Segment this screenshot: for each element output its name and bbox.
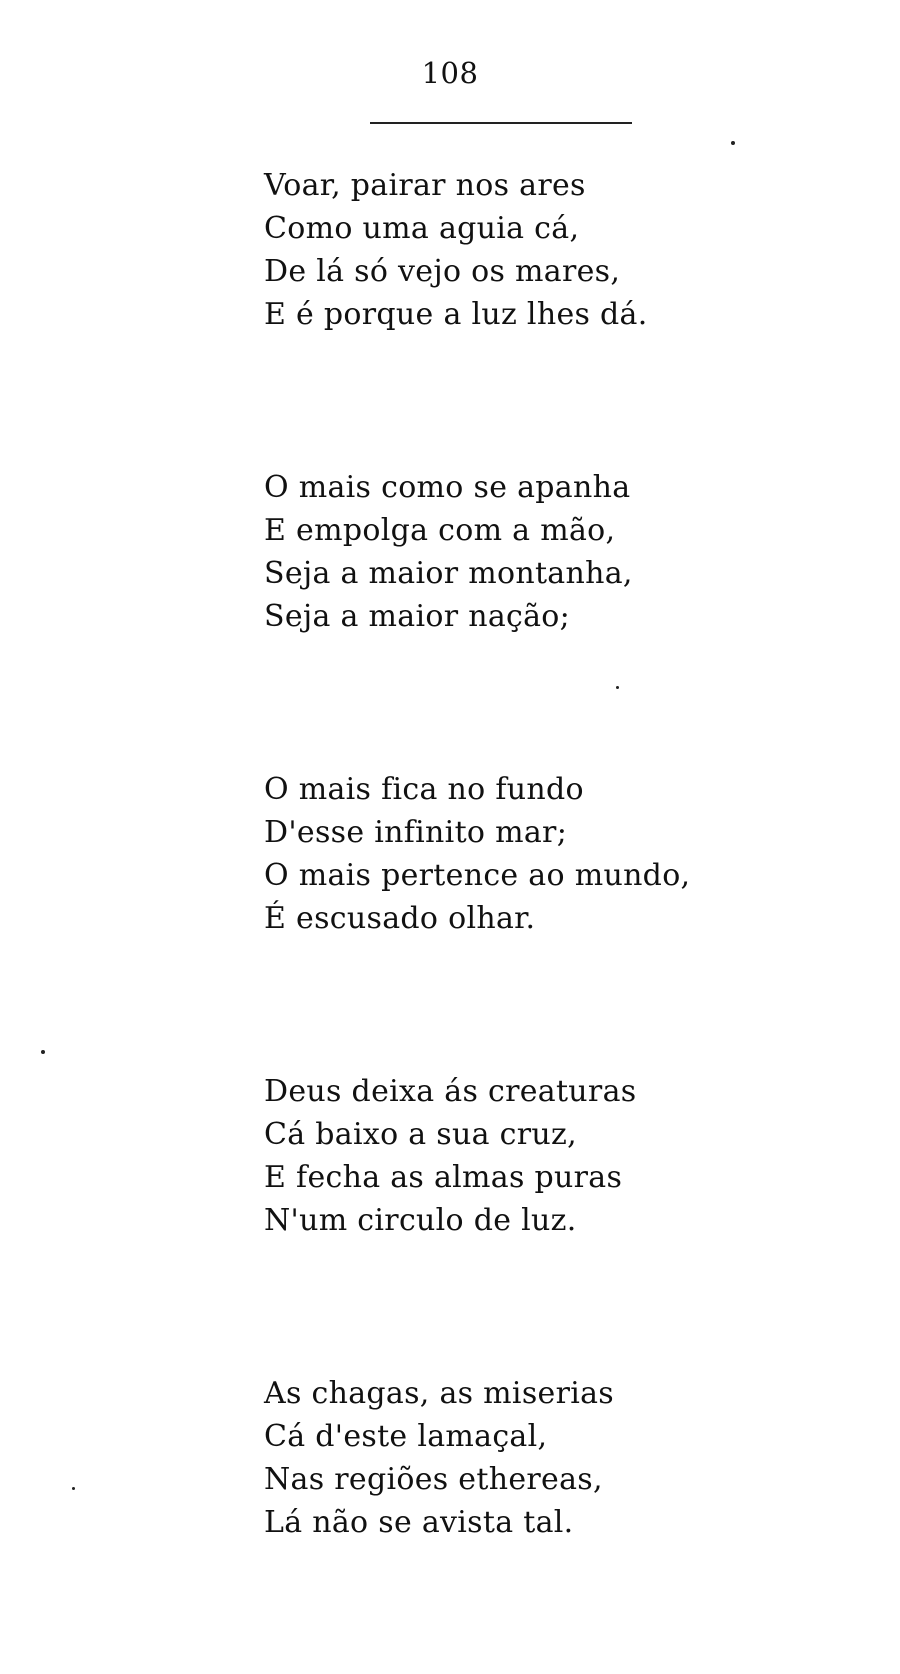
verse-line: N'um circulo de luz. xyxy=(264,1203,577,1238)
poem xyxy=(264,164,864,1674)
verse-line: De lá só vejo os mares, xyxy=(264,254,621,289)
header-rule xyxy=(370,122,632,124)
verse-line: Deus deixa ás creaturas xyxy=(264,1074,637,1109)
verse-line: Cá d'este lamaçal, xyxy=(264,1419,548,1454)
scan-speck xyxy=(72,1487,75,1490)
page-number: 108 xyxy=(421,56,479,90)
verse-line: E empolga com a mão, xyxy=(264,513,616,548)
stanza-4 xyxy=(264,1070,864,1242)
verse-line: E fecha as almas puras xyxy=(264,1160,623,1195)
stanza-2 xyxy=(264,466,864,638)
verse-line: D'esse infinito mar; xyxy=(264,815,568,850)
verse-line: Cá baixo a sua cruz, xyxy=(264,1117,577,1152)
stanza-1 xyxy=(264,164,864,336)
scan-speck xyxy=(41,1050,45,1054)
stanza-3 xyxy=(264,768,864,940)
verse-line: Lá não se avista tal. xyxy=(264,1505,574,1540)
verse-line: O mais como se apanha xyxy=(264,470,631,505)
verse-line: Nas regiões ethereas, xyxy=(264,1462,603,1497)
verse-line: Voar, pairar nos ares xyxy=(264,168,586,203)
verse-line: Seja a maior nação; xyxy=(264,599,571,634)
stanza-5 xyxy=(264,1372,864,1544)
verse-line: Como uma aguia cá, xyxy=(264,211,580,246)
scan-speck xyxy=(616,686,619,689)
verse-line: O mais pertence ao mundo, xyxy=(264,858,691,893)
verse-line: Seja a maior montanha, xyxy=(264,556,633,591)
verse-line: E é porque a luz lhes dá. xyxy=(264,297,648,332)
verse-line: É escusado olhar. xyxy=(264,901,536,936)
verse-line: O mais fica no fundo xyxy=(264,772,584,807)
verse-line: As chagas, as miserias xyxy=(264,1376,614,1411)
scan-speck xyxy=(731,141,735,145)
